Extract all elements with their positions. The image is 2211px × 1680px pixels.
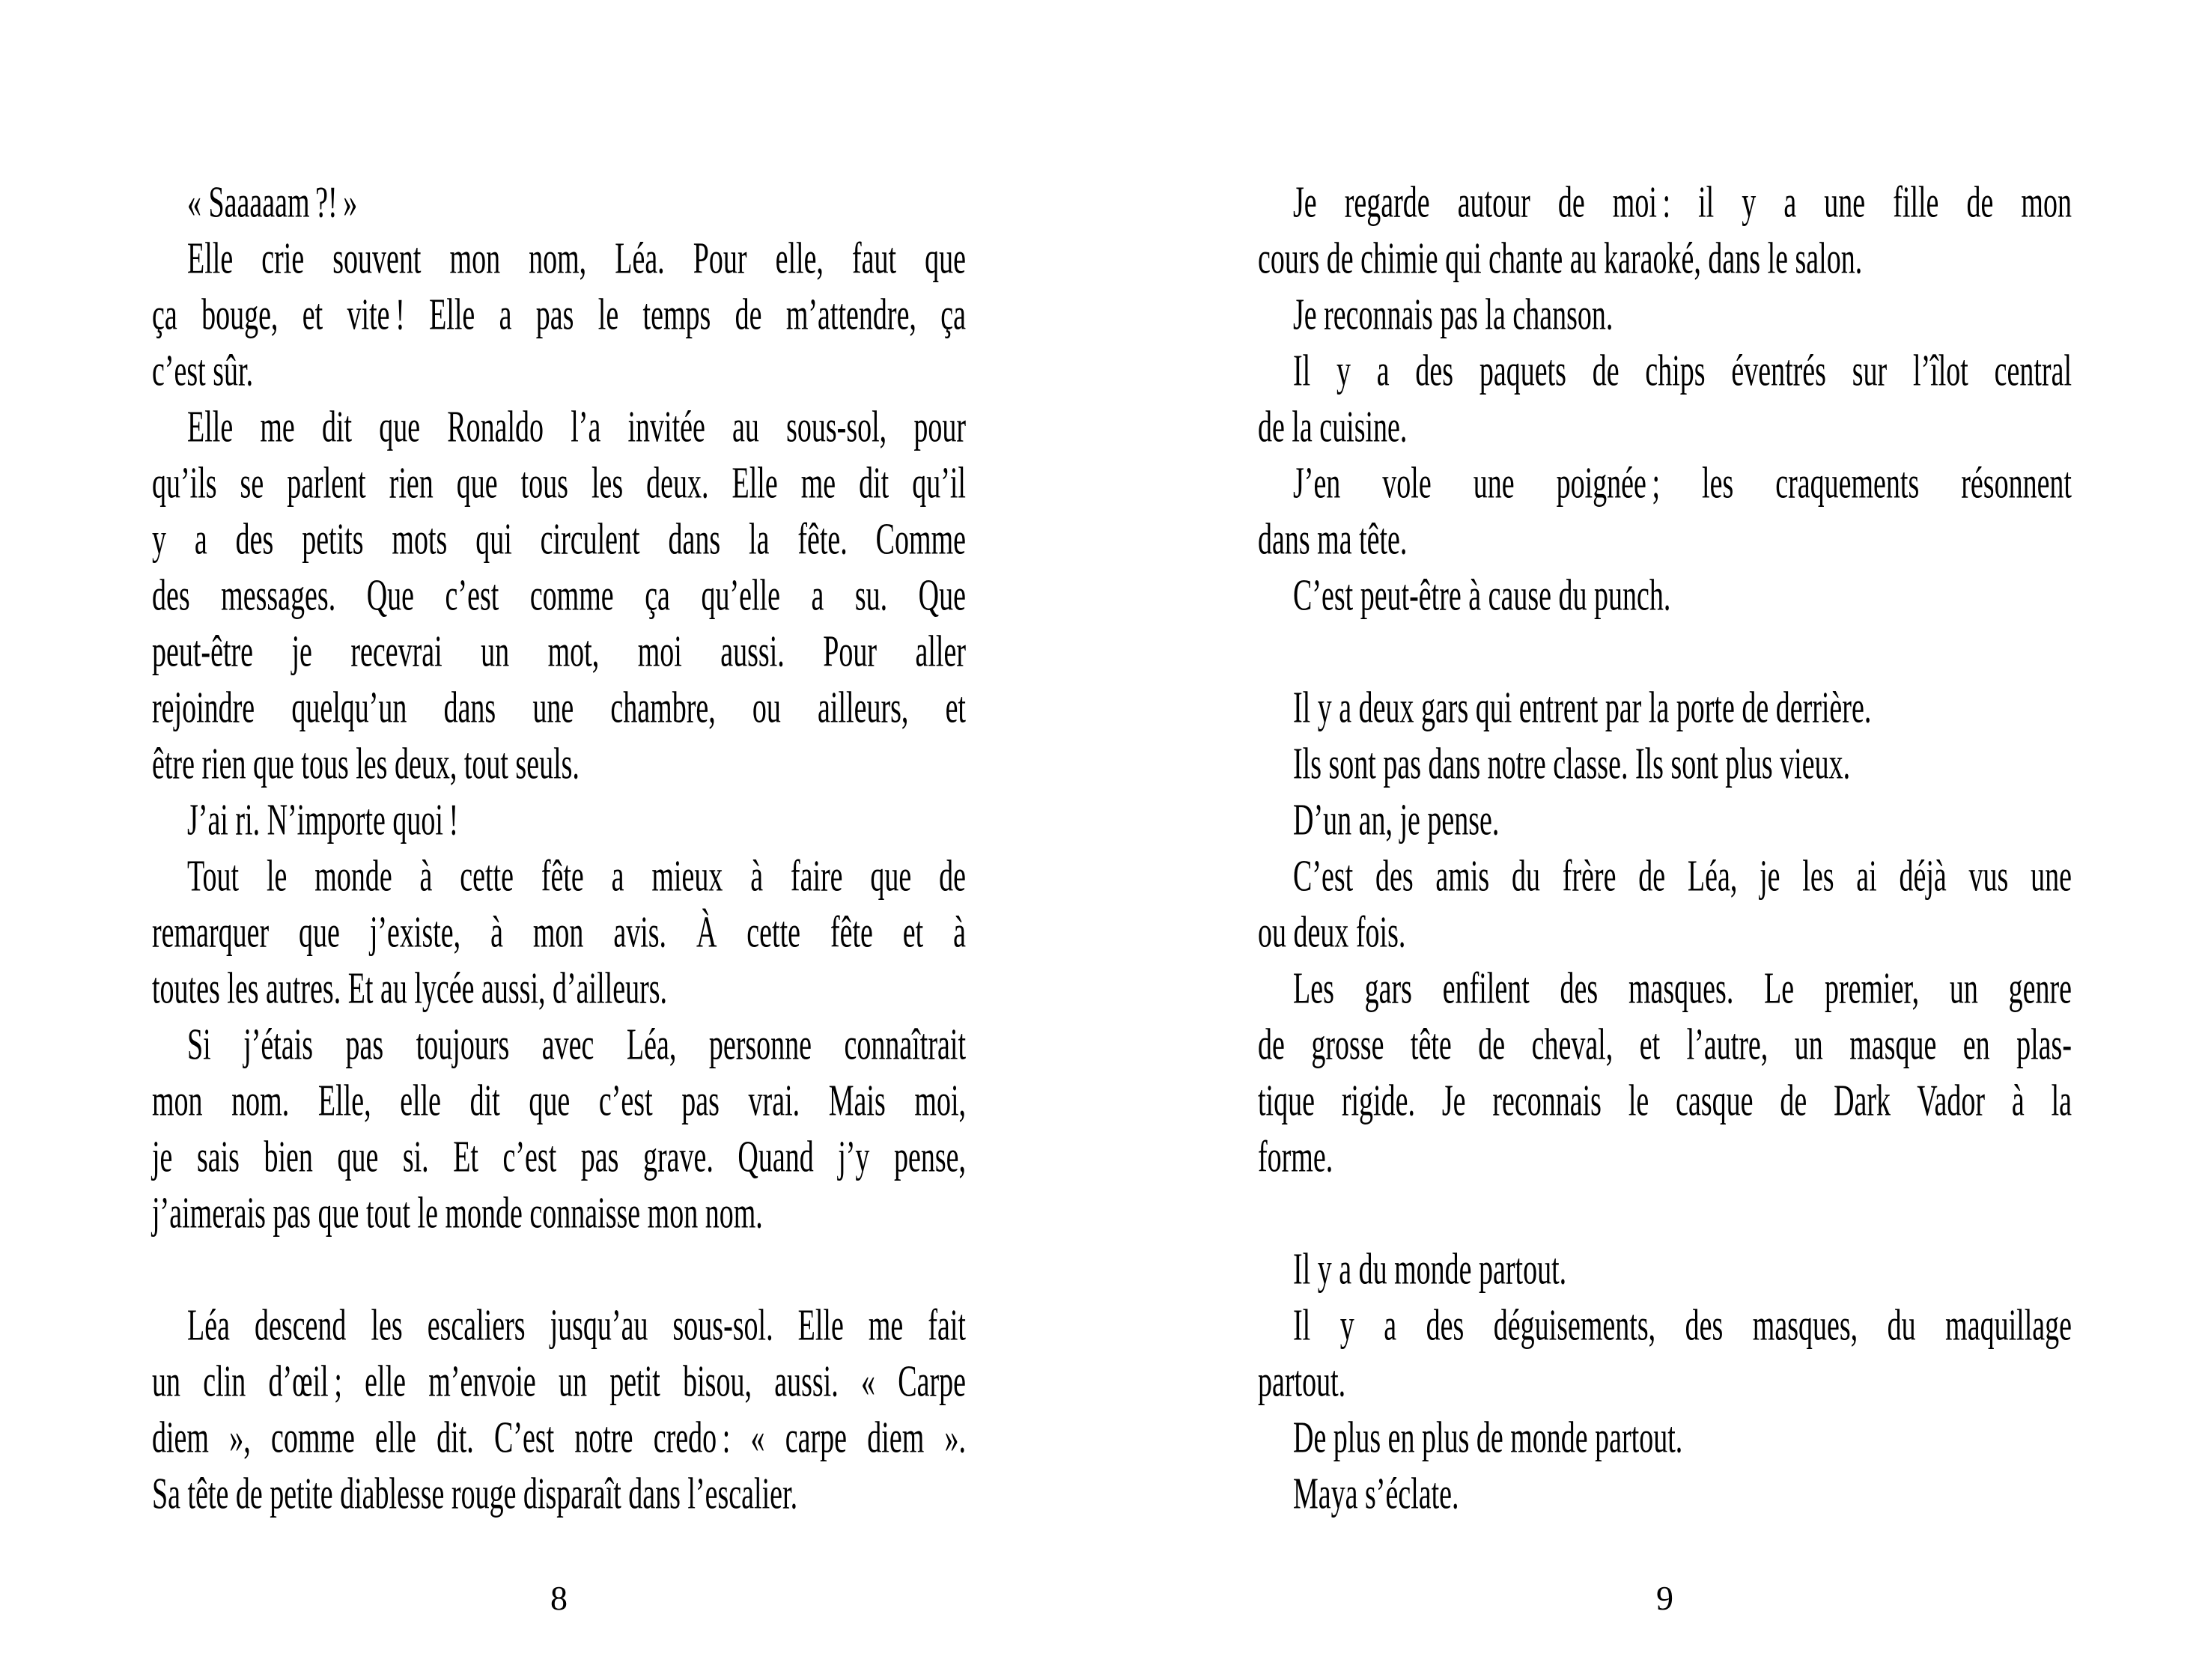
page-left	[0, 0, 1105, 1680]
page-right	[1106, 0, 2211, 1680]
text-line: qu’ils se parlent rien que tous les deux. Elle me dit qu’il	[152, 459, 966, 508]
text-line: partout.	[1258, 1357, 1346, 1407]
text-line: Il y a deux gars qui entrent par la porte de derrière.	[1293, 684, 1872, 733]
page-number-left: 8	[550, 1579, 568, 1617]
text-line: j’aimerais pas que tout le monde connaisse mon nom.	[152, 1189, 763, 1238]
text-line: De plus en plus de monde partout.	[1293, 1413, 1683, 1463]
text-line: Il y a des paquets de chips éventrés sur l’îlot central	[1293, 347, 2072, 396]
text-line: des messages. Que c’est comme ça qu’elle a su. Que	[152, 571, 966, 621]
text-line: C’est peut-être à cause du punch.	[1293, 571, 1671, 621]
text-line: remarquer que j’existe, à mon avis. À cette fête et à	[152, 908, 966, 958]
text-line: Elle crie souvent mon nom, Léa. Pour elle, faut que	[187, 234, 966, 284]
text-line: Si j’étais pas toujours avec Léa, personne connaîtrait	[187, 1020, 966, 1070]
text-line: Maya s’éclate.	[1293, 1470, 1459, 1519]
text-line: diem », comme elle dit. C’est notre credo : « carpe diem ».	[152, 1413, 966, 1463]
text-line: « Saaaaam ?! »	[187, 178, 358, 228]
text-line: ça bouge, et vite ! Elle a pas le temps de m’attendre, ça	[152, 290, 966, 340]
text-line: Je regarde autour de moi : il y a une fille de mon	[1293, 178, 2072, 228]
text-line: tique rigide. Je reconnais le casque de Dark Vador à la	[1258, 1077, 2072, 1126]
text-line: dans ma tête.	[1258, 515, 1408, 564]
text-line: J’en vole une poignée ; les craquements résonnent	[1293, 459, 2072, 508]
text-line: Tout le monde à cette fête a mieux à faire que de	[187, 852, 966, 901]
text-line: forme.	[1258, 1133, 1333, 1182]
text-line: de la cuisine.	[1258, 403, 1408, 452]
text-line: je sais bien que si. Et c’est pas grave. Quand j’y pense,	[152, 1133, 966, 1182]
page-right-text-block	[1258, 175, 2072, 1523]
text-line: Léa descend les escaliers jusqu’au sous-sol. Elle me fait	[187, 1301, 966, 1351]
text-line: Les gars enfilent des masques. Le premier, un genre	[1293, 964, 2072, 1014]
text-line: mon nom. Elle, elle dit que c’est pas vrai. Mais moi,	[152, 1077, 966, 1126]
text-line: c’est sûr.	[152, 347, 254, 396]
text-line: Il y a du monde partout.	[1293, 1245, 1567, 1294]
text-line: ou deux fois.	[1258, 908, 1406, 958]
page-number-right: 9	[1656, 1579, 1673, 1617]
text-line: Sa tête de petite diablesse rouge disparaît dans l’escalier.	[152, 1470, 798, 1519]
text-line: Elle me dit que Ronaldo l’a invitée au sous-sol, pour	[187, 403, 966, 452]
text-line: C’est des amis du frère de Léa, je les ai déjà vus une	[1293, 852, 2072, 901]
page-left-text-block	[152, 175, 966, 1523]
text-line: cours de chimie qui chante au karaoké, dans le salon.	[1258, 234, 1863, 284]
text-line: D’un an, je pense.	[1293, 796, 1500, 845]
text-line: Je reconnais pas la chanson.	[1293, 290, 1614, 340]
text-line: Il y a des déguisements, des masques, du maquillage	[1293, 1301, 2072, 1351]
text-line: y a des petits mots qui circulent dans la fête. Comme	[152, 515, 966, 564]
text-line: J’ai ri. N’importe quoi !	[187, 796, 459, 845]
text-line: de grosse tête de cheval, et l’autre, un masque en plas-	[1258, 1020, 2072, 1070]
text-line: toutes les autres. Et au lycée aussi, d’ailleurs.	[152, 964, 668, 1014]
text-line: rejoindre quelqu’un dans une chambre, ou ailleurs, et	[152, 684, 966, 733]
text-line: Ils sont pas dans notre classe. Ils sont plus vieux.	[1293, 740, 1851, 789]
text-line: être rien que tous les deux, tout seuls.	[152, 740, 580, 789]
text-line: un clin d’œil ; elle m’envoie un petit bisou, aussi. « Carpe	[152, 1357, 966, 1407]
text-line: peut-être je recevrai un mot, moi aussi. Pour aller	[152, 627, 966, 677]
